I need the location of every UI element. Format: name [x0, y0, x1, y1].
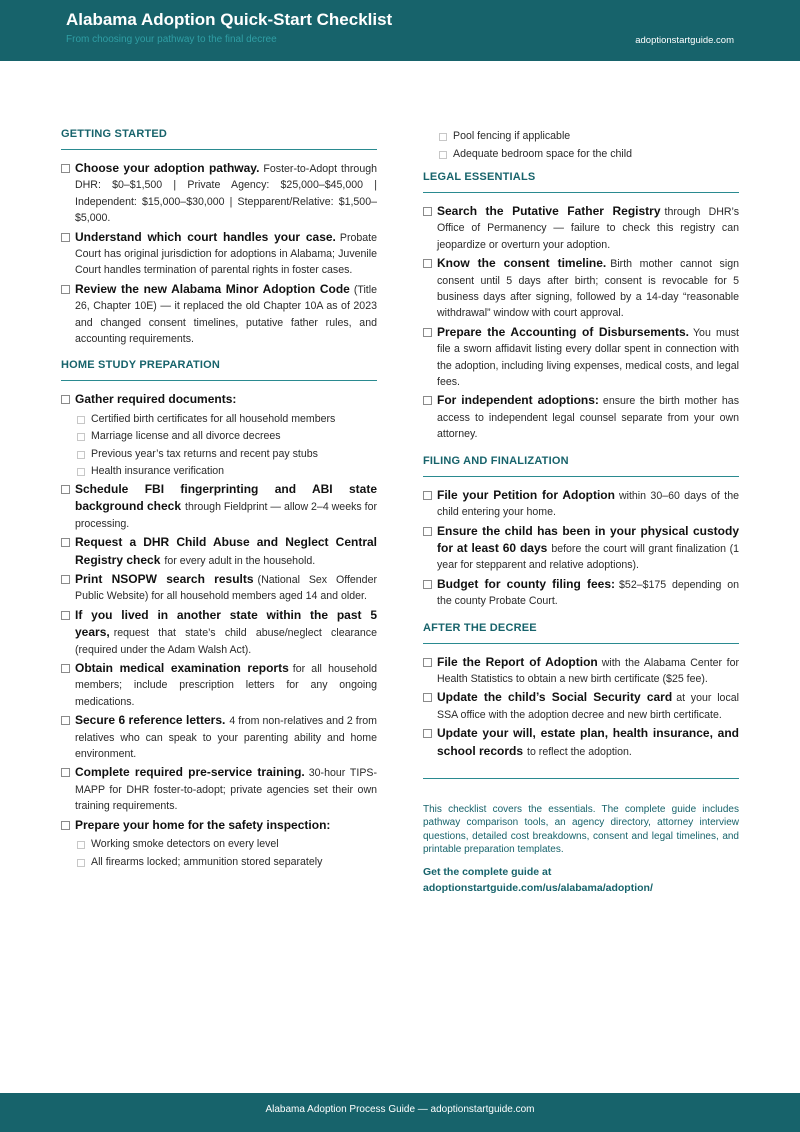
item-title: Ensure the child has been in your physical custody for at least 60 days	[437, 523, 739, 555]
right-column	[423, 128, 739, 896]
checkbox-icon[interactable]	[77, 451, 85, 459]
section-after-decree	[423, 622, 739, 760]
item-text: ensure the birth mother has access to independent legal counsel separate from your own attorney.	[437, 395, 739, 441]
item-title: Complete required pre-service training.	[75, 765, 305, 780]
note-text: This checklist covers the essentials. The complete guide includes pathway comparison tools, an agency directory, attorney interview questions, detailed cost breakdowns, consent and legal timelines, and printable preparation templates.	[423, 803, 739, 855]
cta-label: Get the complete guide at	[423, 866, 552, 879]
subitem-text: Previous year’s tax returns and recent pay stubs	[91, 447, 318, 460]
checklist-subitem	[61, 463, 377, 481]
note-block	[423, 778, 739, 896]
item-text: within 30–60 days of the child entering your home.	[437, 489, 739, 519]
item-title: File your Petition for Adoption	[437, 487, 615, 502]
item-title: Print NSOPW search results	[75, 571, 254, 586]
checklist-subitem	[423, 128, 739, 146]
checklist-subitem	[61, 411, 377, 429]
checkbox-icon[interactable]	[439, 151, 447, 159]
checklist-item	[423, 576, 739, 610]
item-title: Know the consent timeline.	[437, 256, 607, 271]
checklist-item	[61, 160, 377, 227]
checklist-item	[423, 654, 739, 688]
item-title: Request a DHR Child Abuse and Neglect Central Registry check	[75, 535, 377, 567]
item-title: For independent adoptions:	[437, 393, 599, 408]
item-title: Choose your adoption pathway.	[75, 161, 260, 175]
footer-text: Alabama Adoption Process Guide — adoptionstartguide.com	[265, 1104, 535, 1115]
item-text: You must file a sworn affidavit listing every dollar spent in connection with the adoption, including living expenses, medical costs, and legal fees.	[437, 326, 740, 389]
checklist-item	[423, 487, 739, 521]
checklist-item	[61, 607, 377, 658]
item-text: 4 from non-relatives and 2 from relatives who can speak to your parenting ability and home environment.	[75, 715, 377, 760]
checkbox-icon[interactable]	[423, 259, 432, 268]
checkbox-icon[interactable]	[439, 133, 447, 141]
subitem-text: Marriage license and all divorce decrees	[91, 430, 281, 443]
item-title: Understand which court handles your case.	[75, 229, 336, 244]
checklist-item	[423, 523, 739, 574]
checkbox-icon[interactable]	[423, 207, 432, 216]
item-title: Update the child’s Social Security card	[437, 690, 673, 705]
section-getting-started	[61, 128, 377, 347]
checkbox-icon[interactable]	[77, 433, 85, 441]
checklist-item	[423, 255, 739, 322]
continued-subitems	[423, 128, 739, 163]
item-title: Prepare your home for the safety inspection:	[75, 817, 331, 832]
checkbox-icon[interactable]	[61, 485, 70, 494]
checkbox-icon[interactable]	[423, 527, 432, 536]
checklist-item	[61, 281, 377, 348]
checklist-item	[61, 712, 377, 762]
header-site-link[interactable]: adoptionstartguide.com	[635, 35, 734, 46]
section-heading: FILING AND FINALIZATION	[423, 455, 739, 477]
subitem-text: Pool fencing if applicable	[453, 130, 571, 142]
checkbox-icon[interactable]	[61, 664, 70, 673]
checklist-subitem	[423, 146, 739, 164]
item-text: (National Sex Offender Public Website) for all household members aged 14 and older.	[75, 573, 377, 603]
checkbox-icon[interactable]	[61, 611, 70, 620]
item-text: Foster-to-Adopt through DHR: $0–$1,500 | Private Agency: $25,000–$45,000 | Independent: $15,000–$30,000 | Stepparent/Relative: $1,500–$5,000.	[75, 163, 377, 225]
subitem-text: Adequate bedroom space for the child	[453, 147, 633, 160]
checkbox-icon[interactable]	[61, 164, 70, 173]
item-title: If you lived in another state within the past 5 years,	[75, 607, 377, 640]
checklist-item	[61, 660, 377, 710]
subitem-text: Certified birth certificates for all household members	[91, 412, 336, 425]
item-text: for all household members; include prescription letters for any ongoing medications.	[75, 662, 377, 708]
item-title: Prepare the Accounting of Disbursements.	[437, 324, 689, 339]
checklist-item	[423, 203, 739, 253]
item-text: $52–$175 depending on the county Probate Court.	[437, 578, 739, 608]
checklist-subitem	[61, 428, 377, 446]
section-heading: HOME STUDY PREPARATION	[61, 359, 377, 381]
checklist-item	[61, 391, 377, 408]
checkbox-icon[interactable]	[423, 396, 432, 405]
item-title: Update your will, estate plan, health insurance, and school records	[437, 726, 739, 758]
checkbox-icon[interactable]	[423, 580, 432, 589]
item-title: Search the Putative Father Registry	[437, 204, 661, 218]
checkbox-icon[interactable]	[61, 716, 70, 725]
checklist-subitem	[61, 854, 377, 872]
checkbox-icon[interactable]	[423, 693, 432, 702]
item-text: with the Alabama Center for Health Statistics to obtain a new birth certificate ($25 fee).	[437, 656, 739, 685]
checkbox-icon[interactable]	[61, 285, 70, 294]
item-title: Gather required documents:	[75, 392, 237, 407]
section-home-study	[61, 359, 377, 871]
left-column	[61, 128, 377, 883]
checkbox-icon[interactable]	[77, 416, 85, 424]
checklist-item	[61, 764, 377, 814]
item-text: for every adult in the household.	[164, 554, 316, 567]
item-title: File the Report of Adoption	[437, 654, 598, 669]
checklist-subitem	[61, 836, 377, 854]
item-title: Review the new Alabama Minor Adoption Code	[75, 281, 350, 296]
checkbox-icon[interactable]	[77, 841, 85, 849]
checklist-item	[61, 534, 377, 569]
item-text: at your local SSA office with the adoption decree and new birth certificate.	[437, 692, 739, 721]
checkbox-icon[interactable]	[61, 768, 70, 777]
item-text: through DHR’s Office of Permanency — failure to check this registry can jeopardize or overturn your adoption.	[437, 206, 739, 251]
checkbox-icon[interactable]	[61, 395, 70, 404]
item-title: Schedule FBI fingerprinting and ABI state background check	[75, 481, 377, 514]
item-text: 30-hour TIPS-MAPP for DHR foster-to-adopt; private agencies set their own training requirements.	[75, 767, 378, 813]
item-text: Birth mother cannot sign consent until 5 days after birth; consent is revocable for 5 business days after signing, followed by a 14-day “reasonable withdrawal” window with court approval.	[437, 258, 739, 320]
item-text: through Fieldprint — allow 2–4 weeks for processing.	[75, 501, 377, 530]
page-title: Alabama Adoption Quick-Start Checklist	[66, 10, 393, 29]
item-text: request that state’s child abuse/neglect clearance (required under the Adam Walsh Act).	[75, 627, 377, 656]
checklist-subitem	[61, 446, 377, 464]
section-heading: AFTER THE DECREE	[423, 622, 739, 644]
page-header	[0, 0, 800, 61]
item-text: Probate Court has original jurisdiction for adoptions in Alabama; Juvenile Court handles termination of parental rights in foster cases.	[75, 231, 377, 277]
checkbox-icon[interactable]	[423, 729, 432, 738]
subitem-text: Health insurance verification	[91, 465, 225, 478]
checkbox-icon[interactable]	[61, 821, 70, 830]
checklist-item	[423, 689, 739, 723]
checklist-item	[61, 229, 377, 279]
item-text: to reflect the adoption.	[527, 745, 632, 758]
item-text: before the court will grant finalization (1 year for stepparent and relative adoptions).	[437, 542, 739, 572]
checklist-item	[61, 817, 377, 834]
checkbox-icon[interactable]	[423, 658, 432, 667]
item-title: Budget for county filing fees:	[437, 576, 616, 591]
subitem-text: Working smoke detectors on every level	[91, 838, 279, 850]
checklist-item	[423, 392, 739, 442]
section-heading: LEGAL ESSENTIALS	[423, 171, 739, 193]
checkbox-icon[interactable]	[61, 575, 70, 584]
checklist-item	[423, 725, 739, 760]
cta-link[interactable]: adoptionstartguide.com/us/alabama/adoption/	[423, 882, 653, 895]
checklist-item	[423, 324, 739, 391]
checkbox-icon[interactable]	[61, 538, 70, 547]
page-footer	[0, 1093, 800, 1132]
section-filing	[423, 455, 739, 610]
page-subtitle: From choosing your pathway to the final decree	[66, 34, 277, 45]
checkbox-icon[interactable]	[423, 328, 432, 337]
checkbox-icon[interactable]	[61, 233, 70, 242]
item-title: Obtain medical examination reports	[75, 660, 289, 675]
item-title: Secure 6 reference letters.	[75, 713, 226, 728]
item-text: (Title 26, Chapter 10E) — it replaced the old Chapter 10A as of 2023 and changed consent timelines, putative father rules, and accounting requirements.	[75, 283, 377, 346]
section-heading: GETTING STARTED	[61, 128, 377, 150]
checklist-item	[61, 481, 377, 532]
checkbox-icon[interactable]	[77, 859, 85, 867]
checkbox-icon[interactable]	[423, 491, 432, 500]
subitem-text: All firearms locked; ammunition stored separately	[91, 855, 323, 868]
checklist-item	[61, 571, 377, 605]
checkbox-icon[interactable]	[77, 468, 85, 476]
section-legal	[423, 171, 739, 443]
